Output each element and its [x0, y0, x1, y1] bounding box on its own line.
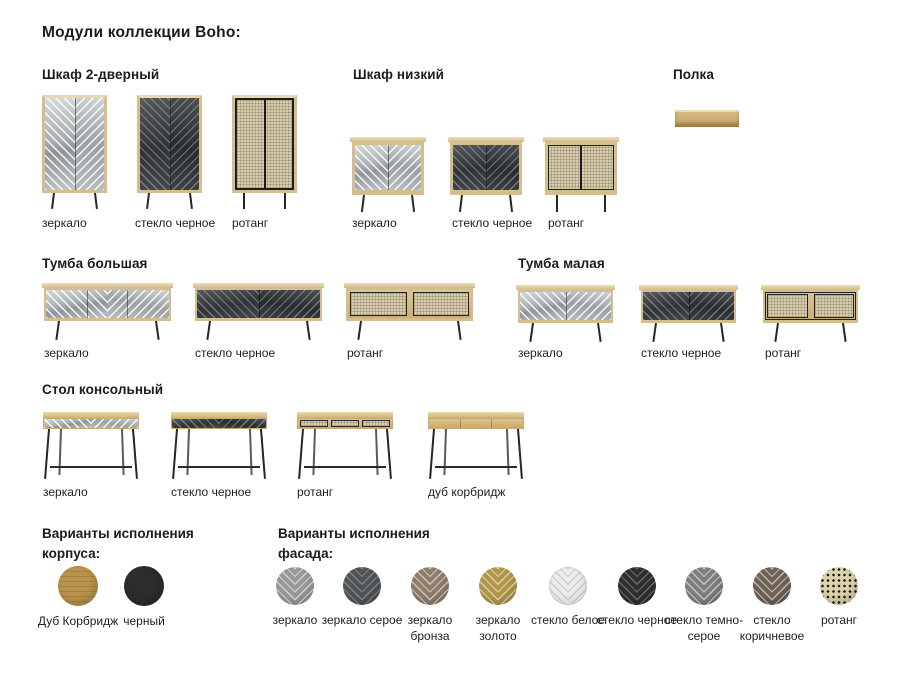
swatch-label: стекло белое: [530, 613, 606, 627]
variant-label: стекло черное: [135, 216, 216, 230]
variant-label: стекло черное: [641, 346, 722, 360]
swatch-label: стекло коричневое: [739, 613, 805, 643]
cabinet-2door-rattan-image: [232, 95, 297, 209]
cabinet-body: [450, 142, 522, 195]
shelf-image: [675, 110, 739, 127]
table-legs: [428, 429, 524, 479]
mirror-grey-swatch: [343, 567, 381, 605]
sideboard-body: [346, 288, 473, 321]
cabinet-legs: [137, 193, 202, 209]
front-panel: [643, 292, 734, 320]
variant-label: ротанг: [232, 216, 269, 230]
console-table-rattan-image: [297, 412, 393, 479]
swatch-label: стекло черное: [596, 613, 678, 627]
cabinet-low-mirror-image: [352, 137, 424, 212]
section-title-sideboard-small: Тумба малая: [518, 256, 605, 271]
sideboard-large-mirror-image: [44, 283, 171, 340]
section-title-console-table: Стол консольный: [42, 382, 164, 397]
variant-label: зеркало: [42, 216, 87, 230]
section-title-shelf: Полка: [673, 67, 714, 82]
body-finishes-title: Варианты исполнения корпуса:: [42, 526, 194, 562]
drawer-front: [428, 418, 524, 429]
section-title-cabinet-low: Шкаф низкий: [353, 67, 445, 82]
variant-label: стекло черное: [195, 346, 276, 360]
glass-dark-grey-swatch: [685, 567, 723, 605]
cabinet-legs: [42, 193, 107, 209]
swatch-label: зеркало золото: [475, 613, 521, 643]
swatch-label: зеркало бронза: [407, 613, 453, 643]
front-panel: [235, 98, 294, 190]
rattan-swatch: [820, 567, 858, 605]
cabinet-legs: [232, 193, 297, 209]
front-panel: [45, 98, 104, 190]
drawer-front: [43, 418, 139, 429]
cabinet-legs: [352, 195, 424, 212]
variant-label: ротанг: [548, 216, 585, 230]
sideboard-body: [763, 290, 858, 323]
section-title-sideboard-large: Тумба большая: [42, 256, 148, 271]
sideboard-small-mirror-image: [518, 285, 613, 342]
sideboard-body: [641, 290, 736, 323]
cabinet-low-black-glass-image: [450, 137, 522, 212]
variant-label: зеркало: [352, 216, 397, 230]
sideboard-legs: [641, 323, 736, 342]
sideboard-legs: [518, 323, 613, 342]
cabinet-2door-black-glass-image: [137, 95, 202, 209]
section-title-cabinet-2door: Шкаф 2-дверный: [42, 67, 160, 82]
glass-white-swatch: [549, 567, 587, 605]
console-table-oak-image: [428, 412, 524, 479]
oak-corbridge-swatch: [58, 566, 98, 606]
front-panel: [765, 292, 856, 320]
front-panel: [140, 98, 199, 190]
facade-finish-rattan: [797, 567, 881, 629]
facade-finishes-title: Варианты исполнения фасада:: [278, 526, 430, 562]
sideboard-large-rattan-image: [346, 283, 473, 340]
cabinet-low-rattan-image: [545, 137, 617, 212]
drawer-front: [171, 418, 267, 429]
sideboard-body: [195, 288, 322, 321]
console-table-black-glass-image: [171, 412, 267, 479]
mirror-gold-swatch: [479, 567, 517, 605]
sideboard-body: [44, 288, 171, 321]
sideboard-legs: [763, 323, 858, 342]
page-title: Модули коллекции Boho:: [42, 24, 241, 41]
cabinet-body: [232, 95, 297, 193]
sideboard-large-black-glass-image: [195, 283, 322, 340]
variant-label: зеркало: [44, 346, 89, 360]
cabinet-legs: [450, 195, 522, 212]
front-panel: [548, 145, 614, 190]
variant-label: стекло черное: [171, 485, 252, 499]
body-finish-black: [102, 566, 186, 630]
glass-brown-swatch: [753, 567, 791, 605]
variant-label: ротанг: [347, 346, 384, 360]
drawer-front: [297, 418, 393, 429]
table-legs: [297, 429, 393, 479]
cabinet-body: [42, 95, 107, 193]
mirror-swatch: [276, 567, 314, 605]
sideboard-legs: [346, 321, 473, 340]
variant-label: зеркало: [518, 346, 563, 360]
variant-label: стекло черное: [452, 216, 533, 230]
swatch-label: ротанг: [820, 613, 858, 627]
front-panel: [46, 290, 169, 318]
front-panel: [355, 145, 421, 190]
swatch-label: стекло темно-серое: [664, 613, 744, 643]
table-legs: [171, 429, 267, 479]
sideboard-legs: [44, 321, 171, 340]
variant-label: ротанг: [765, 346, 802, 360]
cabinet-2door-mirror-image: [42, 95, 107, 209]
cabinet-legs: [545, 195, 617, 212]
swatch-label: Дуб Корбридж: [37, 614, 119, 628]
swatch-label: зеркало: [272, 613, 318, 627]
console-table-mirror-image: [43, 412, 139, 479]
front-panel: [453, 145, 519, 190]
front-panel: [197, 290, 320, 318]
front-panel: [520, 292, 611, 320]
cabinet-body: [545, 142, 617, 195]
swatch-label: черный: [123, 614, 165, 628]
variant-label: ротанг: [297, 485, 334, 499]
sideboard-small-black-glass-image: [641, 285, 736, 342]
swatch-label: зеркало серое: [321, 613, 403, 627]
front-panel: [348, 290, 471, 318]
mirror-bronze-swatch: [411, 567, 449, 605]
table-legs: [43, 429, 139, 479]
sideboard-small-rattan-image: [763, 285, 858, 342]
glass-black-swatch: [618, 567, 656, 605]
cabinet-body: [137, 95, 202, 193]
sideboard-body: [518, 290, 613, 323]
cabinet-body: [352, 142, 424, 195]
black-swatch: [124, 566, 164, 606]
variant-label: зеркало: [43, 485, 88, 499]
variant-label: дуб корбридж: [428, 485, 506, 499]
sideboard-legs: [195, 321, 322, 340]
